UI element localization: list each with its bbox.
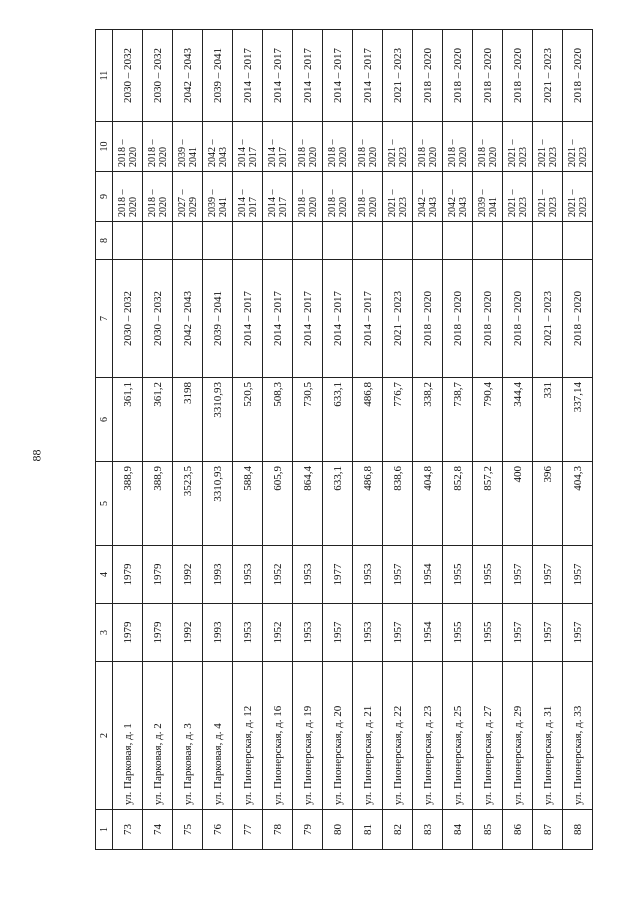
empty-cell: [173, 222, 203, 260]
period-cell: 2039 – 2041: [203, 260, 233, 378]
total-area-cell: 400: [503, 462, 533, 546]
table-row: [173, 30, 203, 850]
period-col9-cell: [203, 172, 233, 222]
row-number: 83: [413, 810, 443, 850]
period-col9-cell-line: 2023: [547, 197, 559, 217]
period-col9-cell: [413, 172, 443, 222]
period-col9-cell: [383, 172, 413, 222]
table-row: [473, 30, 503, 850]
period-col9-cell-line: 2018 –: [356, 189, 368, 217]
period-col10-cell-line: 2018 –: [296, 139, 308, 167]
period-col11-cell: 2021 – 2023: [383, 30, 413, 122]
row-number: 80: [323, 810, 353, 850]
period-col9-cell: [113, 172, 143, 222]
total-area-cell: 588,4: [233, 462, 263, 546]
living-area-cell: 337,14: [563, 378, 593, 462]
period-col9-cell-line: 2020: [337, 197, 349, 217]
period-col9-cell: [173, 172, 203, 222]
period-col10-cell-line: 2020: [307, 147, 319, 167]
period-cell: 2014 – 2017: [293, 260, 323, 378]
table-row: [113, 30, 143, 850]
year-built-cell: 1953: [293, 604, 323, 662]
living-area-cell: 361,1: [113, 378, 143, 462]
period-col10-cell: [563, 122, 593, 172]
table-row: [353, 30, 383, 850]
period-cell: 2018 – 2020: [413, 260, 443, 378]
rotated-table-container: [95, 30, 589, 850]
table-row: [563, 30, 593, 850]
period-col9-cell-line: 2041: [217, 197, 229, 217]
period-col9-cell: [443, 172, 473, 222]
row-number: 82: [383, 810, 413, 850]
period-col9-cell-line: 2017: [247, 197, 259, 217]
empty-cell: [473, 222, 503, 260]
period-col9-cell-line: 2018 –: [296, 189, 308, 217]
period-col9-cell: [503, 172, 533, 222]
column-header-5: 5: [96, 462, 113, 546]
period-col10-cell-line: 2018 –: [146, 139, 158, 167]
year-built-cell: 1955: [473, 604, 503, 662]
table-row: [263, 30, 293, 850]
table-row: [443, 30, 473, 850]
period-col10-cell: [473, 122, 503, 172]
period-cell: 2018 – 2020: [473, 260, 503, 378]
total-area-cell: 396: [533, 462, 563, 546]
total-area-cell: 404,8: [413, 462, 443, 546]
period-col9-cell-line: 2041: [487, 197, 499, 217]
period-col10-cell-line: 2023: [397, 147, 409, 167]
period-col9-cell-line: 2043: [427, 197, 439, 217]
year-built-cell: 1953: [353, 604, 383, 662]
period-cell: 2021 – 2023: [383, 260, 413, 378]
year-built-cell: 1952: [263, 604, 293, 662]
living-area-cell: 3198: [173, 378, 203, 462]
period-col9-cell: [293, 172, 323, 222]
year-commissioned-cell: 1979: [113, 546, 143, 604]
period-col10-cell-line: 2020: [457, 147, 469, 167]
year-commissioned-cell: 1979: [143, 546, 173, 604]
row-number: 84: [443, 810, 473, 850]
period-col10-cell-line: 2020: [367, 147, 379, 167]
column-header-11: 11: [96, 30, 113, 122]
period-col11-cell: 2018 – 2020: [503, 30, 533, 122]
header-row: [96, 30, 113, 850]
period-col9-cell-line: 2021 –: [386, 189, 398, 217]
year-built-cell: 1979: [113, 604, 143, 662]
period-cell: 2030 – 2032: [113, 260, 143, 378]
period-col9-cell: [233, 172, 263, 222]
period-col9-cell-line: 2014 –: [266, 189, 278, 217]
period-col9-cell: [143, 172, 173, 222]
row-number: 88: [563, 810, 593, 850]
address-cell: ул. Пионерская, д. 16: [263, 662, 293, 810]
period-col10-cell-line: 2020: [337, 147, 349, 167]
address-cell: ул. Пионерская, д. 23: [413, 662, 443, 810]
period-col11-cell: 2030 – 2032: [143, 30, 173, 122]
period-col11-cell: 2030 – 2032: [113, 30, 143, 122]
year-commissioned-cell: 1992: [173, 546, 203, 604]
period-col11-cell: 2014 – 2017: [293, 30, 323, 122]
empty-cell: [143, 222, 173, 260]
period-col9-cell-line: 2020: [367, 197, 379, 217]
period-col10-cell: [383, 122, 413, 172]
period-col10-cell-line: 2021 –: [386, 139, 398, 167]
period-col11-cell: 2021 – 2023: [533, 30, 563, 122]
row-number: 77: [233, 810, 263, 850]
column-header-2: 2: [96, 662, 113, 810]
period-col10-cell: [443, 122, 473, 172]
year-built-cell: 1957: [533, 604, 563, 662]
period-col10-cell-line: 2020: [487, 147, 499, 167]
empty-cell: [563, 222, 593, 260]
table-row: [233, 30, 263, 850]
living-area-cell: 776,7: [383, 378, 413, 462]
empty-cell: [293, 222, 323, 260]
period-col10-cell: [413, 122, 443, 172]
period-col10-cell-line: 2043: [217, 147, 229, 167]
period-col9-cell-line: 2021 –: [536, 189, 548, 217]
column-header-3: 3: [96, 604, 113, 662]
period-col9-cell: [323, 172, 353, 222]
living-area-cell: 331: [533, 378, 563, 462]
address-cell: ул. Пионерская, д. 21: [353, 662, 383, 810]
year-built-cell: 1955: [443, 604, 473, 662]
year-commissioned-cell: 1957: [383, 546, 413, 604]
living-area-cell: 508,3: [263, 378, 293, 462]
living-area-cell: 486,8: [353, 378, 383, 462]
period-col9-cell-line: 2039 –: [206, 189, 218, 217]
period-col10-cell: [143, 122, 173, 172]
year-built-cell: 1957: [503, 604, 533, 662]
period-col9-cell-line: 2042 –: [446, 189, 458, 217]
row-number: 75: [173, 810, 203, 850]
housing-repair-table: [95, 29, 593, 850]
period-cell: 2014 – 2017: [353, 260, 383, 378]
period-col10-cell: [293, 122, 323, 172]
year-commissioned-cell: 1955: [473, 546, 503, 604]
empty-cell: [323, 222, 353, 260]
period-col9-cell-line: 2027 –: [176, 189, 188, 217]
period-col9-cell-line: 2018 –: [146, 189, 158, 217]
empty-cell: [233, 222, 263, 260]
address-cell: ул. Пионерская, д. 31: [533, 662, 563, 810]
period-col9-cell-line: 2014 –: [236, 189, 248, 217]
address-cell: ул. Парковая, д. 3: [173, 662, 203, 810]
year-commissioned-cell: 1977: [323, 546, 353, 604]
period-col10-cell: [533, 122, 563, 172]
period-col10-cell-line: 2020: [157, 147, 169, 167]
period-col9-cell-line: 2023: [517, 197, 529, 217]
period-col10-cell-line: 2017: [277, 147, 289, 167]
period-cell: 2018 – 2020: [563, 260, 593, 378]
period-col10-cell-line: 2023: [547, 147, 559, 167]
living-area-cell: 344,4: [503, 378, 533, 462]
year-built-cell: 1957: [383, 604, 413, 662]
period-col9-cell-line: 2021 –: [566, 189, 578, 217]
table-row: [143, 30, 173, 850]
period-col9-cell-line: 2020: [127, 197, 139, 217]
row-number: 74: [143, 810, 173, 850]
period-col9-cell: [353, 172, 383, 222]
column-header-10: 10: [96, 122, 113, 172]
period-col11-cell: 2018 – 2020: [443, 30, 473, 122]
year-built-cell: 1992: [173, 604, 203, 662]
period-col9-cell-line: 2023: [577, 197, 589, 217]
total-area-cell: 857,2: [473, 462, 503, 546]
period-col9-cell-line: 2020: [307, 197, 319, 217]
row-number: 86: [503, 810, 533, 850]
period-col11-cell: 2039 – 2041: [203, 30, 233, 122]
row-number: 78: [263, 810, 293, 850]
address-cell: ул. Пионерская, д. 29: [503, 662, 533, 810]
address-cell: ул. Пионерская, д. 33: [563, 662, 593, 810]
period-col9-cell-line: 2043: [457, 197, 469, 217]
period-col9-cell-line: 2039 –: [476, 189, 488, 217]
period-col11-cell: 2014 – 2017: [263, 30, 293, 122]
year-commissioned-cell: 1957: [503, 546, 533, 604]
year-built-cell: 1953: [233, 604, 263, 662]
table-row: [413, 30, 443, 850]
period-cell: 2018 – 2020: [443, 260, 473, 378]
period-col10-cell-line: 2018 –: [446, 139, 458, 167]
living-area-cell: 730,5: [293, 378, 323, 462]
period-col9-cell-line: 2020: [157, 197, 169, 217]
period-col10-cell-line: 2023: [517, 147, 529, 167]
period-col10-cell: [263, 122, 293, 172]
address-cell: ул. Пионерская, д. 27: [473, 662, 503, 810]
period-cell: 2018 – 2020: [503, 260, 533, 378]
row-number: 81: [353, 810, 383, 850]
address-cell: ул. Пионерская, д. 25: [443, 662, 473, 810]
empty-cell: [263, 222, 293, 260]
address-cell: ул. Пионерская, д. 22: [383, 662, 413, 810]
period-col9-cell-line: 2017: [277, 197, 289, 217]
living-area-cell: 361,2: [143, 378, 173, 462]
row-number: 73: [113, 810, 143, 850]
year-built-cell: 1957: [323, 604, 353, 662]
year-commissioned-cell: 1953: [293, 546, 323, 604]
period-col10-cell: [173, 122, 203, 172]
period-cell: 2014 – 2017: [323, 260, 353, 378]
living-area-cell: 633,1: [323, 378, 353, 462]
address-cell: ул. Пионерская, д. 19: [293, 662, 323, 810]
table-row: [203, 30, 233, 850]
total-area-cell: 838,6: [383, 462, 413, 546]
period-col11-cell: 2018 – 2020: [563, 30, 593, 122]
period-col10-cell-line: 2018 –: [416, 139, 428, 167]
year-commissioned-cell: 1953: [233, 546, 263, 604]
empty-cell: [503, 222, 533, 260]
year-commissioned-cell: 1993: [203, 546, 233, 604]
total-area-cell: 864,4: [293, 462, 323, 546]
period-col10-cell-line: 2014 –: [236, 139, 248, 167]
period-col10-cell-line: 2018 –: [476, 139, 488, 167]
year-commissioned-cell: 1957: [563, 546, 593, 604]
period-col9-cell-line: 2042 –: [416, 189, 428, 217]
empty-cell: [413, 222, 443, 260]
page-number: 88: [29, 449, 44, 462]
row-number: 79: [293, 810, 323, 850]
period-col9-cell-line: 2018 –: [326, 189, 338, 217]
period-col10-cell: [233, 122, 263, 172]
period-col10-cell-line: 2039 –: [176, 139, 188, 167]
total-area-cell: 404,3: [563, 462, 593, 546]
column-header-8: 8: [96, 222, 113, 260]
column-header-9: 9: [96, 172, 113, 222]
period-col10-cell-line: 2017: [247, 147, 259, 167]
period-col9-cell-line: 2029: [187, 197, 199, 217]
column-header-1: 1: [96, 810, 113, 850]
period-col11-cell: 2014 – 2017: [353, 30, 383, 122]
period-col9-cell: [563, 172, 593, 222]
year-built-cell: 1954: [413, 604, 443, 662]
period-col11-cell: 2042 – 2043: [173, 30, 203, 122]
living-area-cell: 790,4: [473, 378, 503, 462]
total-area-cell: 3523,5: [173, 462, 203, 546]
living-area-cell: 738,7: [443, 378, 473, 462]
column-header-6: 6: [96, 378, 113, 462]
table-row: [293, 30, 323, 850]
table-row: [323, 30, 353, 850]
table-row: [383, 30, 413, 850]
table-row: [503, 30, 533, 850]
year-built-cell: 1979: [143, 604, 173, 662]
empty-cell: [113, 222, 143, 260]
year-commissioned-cell: 1955: [443, 546, 473, 604]
period-col11-cell: 2018 – 2020: [473, 30, 503, 122]
period-col10-cell-line: 2021 –: [566, 139, 578, 167]
total-area-cell: 633,1: [323, 462, 353, 546]
period-col11-cell: 2018 – 2020: [413, 30, 443, 122]
year-commissioned-cell: 1953: [353, 546, 383, 604]
period-col10-cell-line: 2020: [427, 147, 439, 167]
living-area-cell: 3310,93: [203, 378, 233, 462]
period-col10-cell: [203, 122, 233, 172]
period-col11-cell: 2014 – 2017: [323, 30, 353, 122]
total-area-cell: 486,8: [353, 462, 383, 546]
period-col10-cell-line: 2041: [187, 147, 199, 167]
period-col10-cell-line: 2020: [127, 147, 139, 167]
period-col10-cell-line: 2021 –: [506, 139, 518, 167]
living-area-cell: 338,2: [413, 378, 443, 462]
address-cell: ул. Парковая, д. 1: [113, 662, 143, 810]
period-col10-cell-line: 2023: [577, 147, 589, 167]
address-cell: ул. Парковая, д. 2: [143, 662, 173, 810]
period-cell: 2014 – 2017: [263, 260, 293, 378]
address-cell: ул. Пионерская, д. 12: [233, 662, 263, 810]
table-row: [533, 30, 563, 850]
period-col9-cell: [533, 172, 563, 222]
table-body: [113, 30, 593, 850]
address-cell: ул. Пионерская, д. 20: [323, 662, 353, 810]
period-col10-cell-line: 2042 –: [206, 139, 218, 167]
period-cell: 2030 – 2032: [143, 260, 173, 378]
period-col9-cell-line: 2018 –: [116, 189, 128, 217]
year-built-cell: 1957: [563, 604, 593, 662]
empty-cell: [443, 222, 473, 260]
living-area-cell: 520,5: [233, 378, 263, 462]
total-area-cell: 852,8: [443, 462, 473, 546]
total-area-cell: 388,9: [113, 462, 143, 546]
period-col10-cell-line: 2014 –: [266, 139, 278, 167]
column-header-7: 7: [96, 260, 113, 378]
empty-cell: [533, 222, 563, 260]
period-col10-cell: [113, 122, 143, 172]
period-col9-cell: [263, 172, 293, 222]
total-area-cell: 605,9: [263, 462, 293, 546]
period-col9-cell-line: 2021 –: [506, 189, 518, 217]
empty-cell: [383, 222, 413, 260]
period-cell: 2021 – 2023: [533, 260, 563, 378]
period-col11-cell: 2014 – 2017: [233, 30, 263, 122]
period-col10-cell-line: 2018 –: [326, 139, 338, 167]
column-header-4: 4: [96, 546, 113, 604]
period-col10-cell-line: 2018 –: [116, 139, 128, 167]
period-col10-cell-line: 2018 –: [356, 139, 368, 167]
row-number: 76: [203, 810, 233, 850]
year-built-cell: 1993: [203, 604, 233, 662]
year-commissioned-cell: 1954: [413, 546, 443, 604]
period-col10-cell: [503, 122, 533, 172]
address-cell: ул. Парковая, д. 4: [203, 662, 233, 810]
total-area-cell: 3310,93: [203, 462, 233, 546]
period-cell: 2014 – 2017: [233, 260, 263, 378]
year-commissioned-cell: 1952: [263, 546, 293, 604]
period-cell: 2042 – 2043: [173, 260, 203, 378]
row-number: 85: [473, 810, 503, 850]
total-area-cell: 388,9: [143, 462, 173, 546]
period-col9-cell-line: 2023: [397, 197, 409, 217]
year-commissioned-cell: 1957: [533, 546, 563, 604]
period-col10-cell: [353, 122, 383, 172]
empty-cell: [353, 222, 383, 260]
period-col9-cell: [473, 172, 503, 222]
empty-cell: [203, 222, 233, 260]
row-number: 87: [533, 810, 563, 850]
period-col10-cell-line: 2021 –: [536, 139, 548, 167]
period-col10-cell: [323, 122, 353, 172]
